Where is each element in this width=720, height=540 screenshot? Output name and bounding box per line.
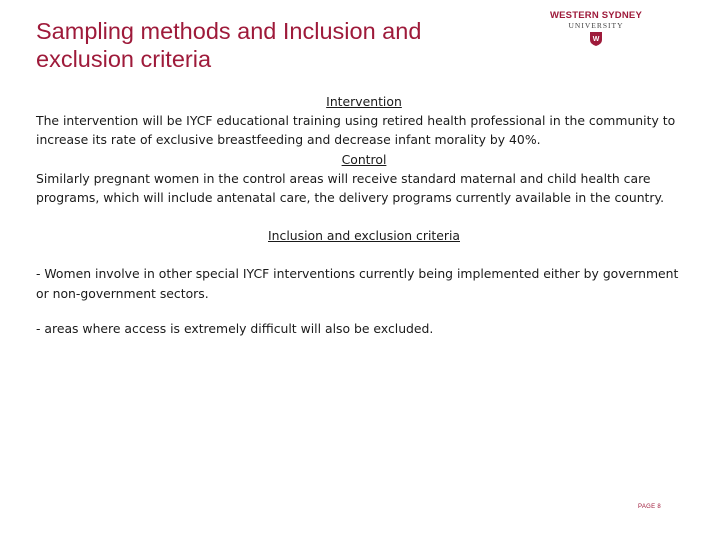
criteria-item: - areas where access is extremely difficult will also be excluded. xyxy=(36,320,434,336)
slide-title: Sampling methods and Inclusion and exclusion criteria xyxy=(36,18,422,72)
spacer xyxy=(36,303,692,319)
logo-wordmark: WESTERN SYDNEY xyxy=(549,10,642,21)
slide-body xyxy=(36,92,692,338)
control-heading-row xyxy=(36,150,692,169)
spacer xyxy=(36,245,692,264)
shield-letter: W xyxy=(592,36,600,43)
intervention-paragraph: The intervention will be IYCF educational training using retired health professional in the community to increase its rate of exclusive breastfeeding and decrease infant morality by 40%. xyxy=(36,113,676,148)
university-shield-icon xyxy=(590,32,602,46)
intervention-heading: Intervention xyxy=(326,94,402,109)
page-number: PAGE 8 xyxy=(638,504,662,510)
intervention-heading-row xyxy=(36,92,692,111)
control-paragraph: Similarly pregnant women in the control areas will receive standard maternal and child health care programs, which will include antenatal care, the delivery programs currently available in the country. xyxy=(36,170,665,206)
criteria-heading: Inclusion and exclusion criteria xyxy=(268,228,460,244)
criteria-item: - Women involve in other special IYCF interventions currently being implemented either by government or non-government sectors. xyxy=(36,266,679,301)
university-logo xyxy=(548,10,648,54)
control-heading: Control xyxy=(341,151,387,167)
logo-subtitle: UNIVERSITY xyxy=(568,21,624,30)
criteria-heading-row xyxy=(36,226,692,245)
spacer xyxy=(36,207,692,226)
